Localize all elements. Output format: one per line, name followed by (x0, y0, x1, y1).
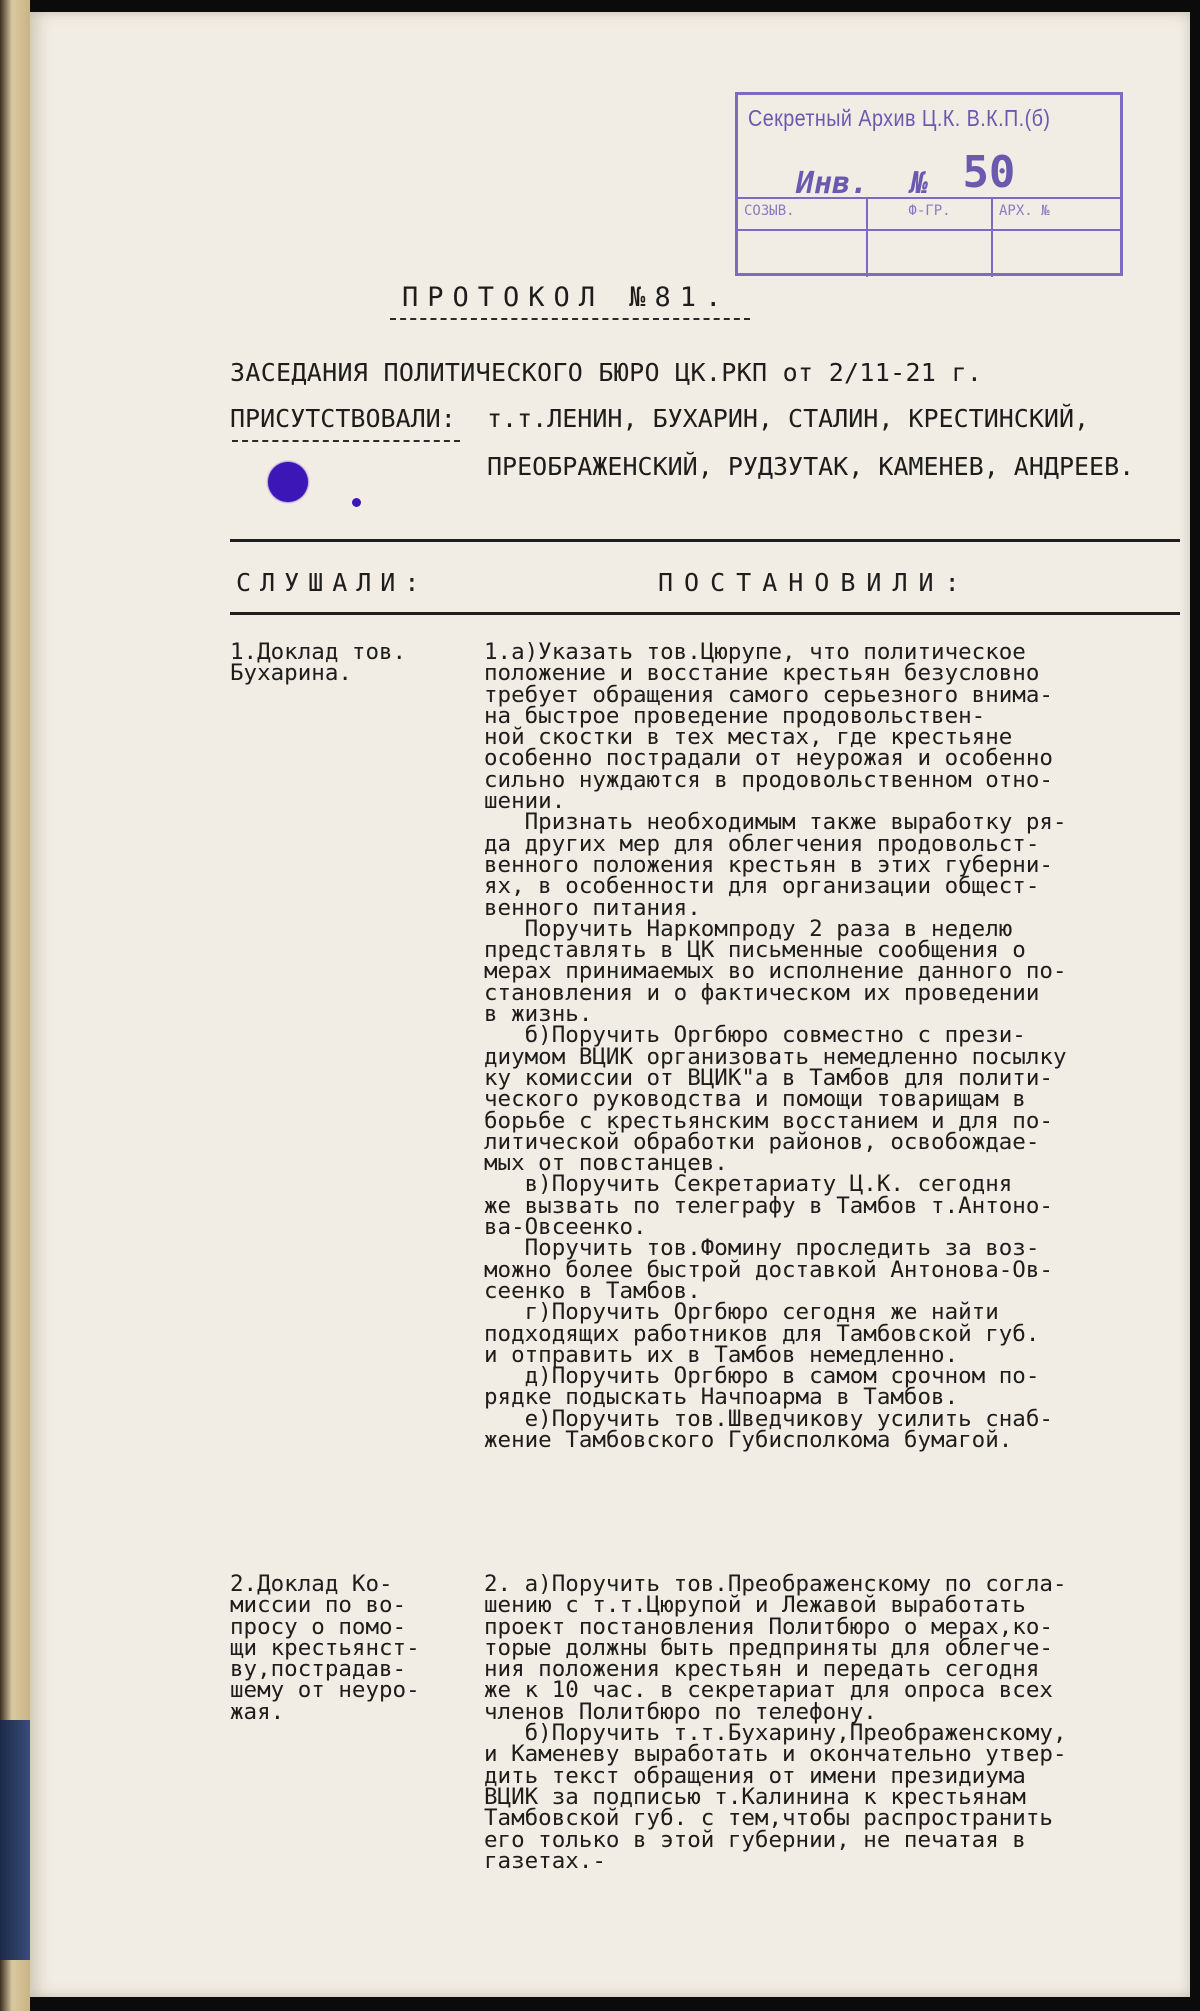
book-binding (0, 0, 30, 2011)
ink-dot (352, 498, 361, 507)
attendees-line-2: ПРЕОБРАЖЕНСКИЙ, РУДЗУТАК, КАМЕНЕВ, АНДРЕЕВ. (487, 452, 1135, 481)
stamp-cell-fund-group: Ф-ГР. (868, 199, 993, 277)
stamp-grid (738, 197, 1120, 279)
stamp-inv-label: Инв. (796, 166, 869, 201)
stamp-archive-title: Секретный Архив Ц.К. В.К.П.(б) (748, 105, 1051, 131)
item-1-heard: 1.Доклад тов. Бухарина. (230, 639, 407, 687)
session-line: ЗАСЕДАНИЯ ПОЛИТИЧЕСКОГО БЮРО ЦК.РКП от 2/11-21 г. (230, 358, 983, 387)
header-divider-top (230, 539, 1180, 542)
stamp-inv-number: 50 (962, 147, 1016, 198)
binding-cover-edge (0, 1720, 30, 1960)
present-label-underline (232, 440, 460, 442)
stamp-cell-archive-number: АРХ. № (999, 203, 1050, 219)
item-2-decided: 2. а)Поручить тов.Преображенскому по согла- шению с т.т.Цюрупой и Лежавой выработать проект постановления Политбюро о мерах,ко- торые должны быть предприняты для облегче- ния положения крестьян и передать сегодня же к 10 час. в секретариат для опроса всех членов Политбюро по телефону. б)Поручить т.т.Бухарину,Преображенскому, и Каменеву выработать и окончательно утвер- дить текст обращения от имени президиума ВЦИК за подписью т.Калинина к крестьянам Тамбовской губ. с тем,чтобы распространить его только в этой губернии, не печатая в газетах.- (484, 1571, 1067, 1874)
header-divider-bottom (230, 612, 1180, 615)
item-2-heard: 2.Доклад Ко- миссии по во- просу о помо- щи крестьянст- ву,пострадав- шему от неуро- жая. (230, 1571, 420, 1725)
stamp-inv-number-sign: № (910, 166, 929, 201)
column-decided-heading: ПОСТАНОВИЛИ: (658, 568, 971, 597)
present-label: ПРИСУТСТВОВАЛИ: (230, 404, 456, 433)
column-heard-heading: СЛУШАЛИ: (236, 568, 429, 597)
stamp-divider (738, 229, 1120, 231)
attendees-line-1: т.т.ЛЕНИН, БУХАРИН, СТАЛИН, КРЕСТИНСКИЙ, (487, 404, 1090, 433)
stamp-cell-convocation: СОЗЫВ. (738, 199, 868, 277)
archive-stamp (735, 92, 1123, 276)
item-1-decided: 1.а)Указать тов.Цюрупе, что политическое положение и восстание крестьян безусловно требует обращения самого серьезного внима- на быстрое проведение продовольствен- ной скостки в тех местах, где крестьяне особенно пострадали от неурожая и особенно сильно нуждаются в продовольственном отно- шении. Признать необходимым также выработку ря- да других мер для облегчения продовольст- венного положения крестьян в этих губерни- ях, в особенности для организации общест- венного питания. Поручить Наркомпроду 2 раза в неделю представлять в ЦК письменные сообщения о мерах принимаемых во исполнение данного по- становления и о фактическом их проведении в жизнь. б)Поручить Оргбюро совместно с прези- диумом ВЦИК организовать немедленно посылку ку комиссии от ВЦИК"а в Тамбов для полити- ческого руководства и помощи товарищам в борьбе с крестьянским восстанием и для по- литической обработки районов, освобождае- мых от повстанцев. в)Поручить Секретариату Ц.К. сегодня же вызвать по телеграфу в Тамбов т.Антоно- ва-Овсеенко. Поручить тов.Фомину проследить за воз- можно более быстрой доставкой Антонова-Ов- сеенко в Тамбов. г)Поручить Оргбюро сегодня же найти подходящих работников для Тамбовской губ. и отправить их в Тамбов немедленно. д)Поручить Оргбюро в самом срочном по- рядке подыскать Начпоарма в Тамбов. е)Поручить тов.Шведчикову усилить снаб- жение Тамбовского Губисполкома бумагой. (484, 639, 1067, 1453)
document-page (30, 12, 1190, 1997)
protocol-title: ПРОТОКОЛ №81. (402, 282, 731, 313)
ink-blot (268, 462, 308, 502)
title-underline (390, 318, 750, 320)
